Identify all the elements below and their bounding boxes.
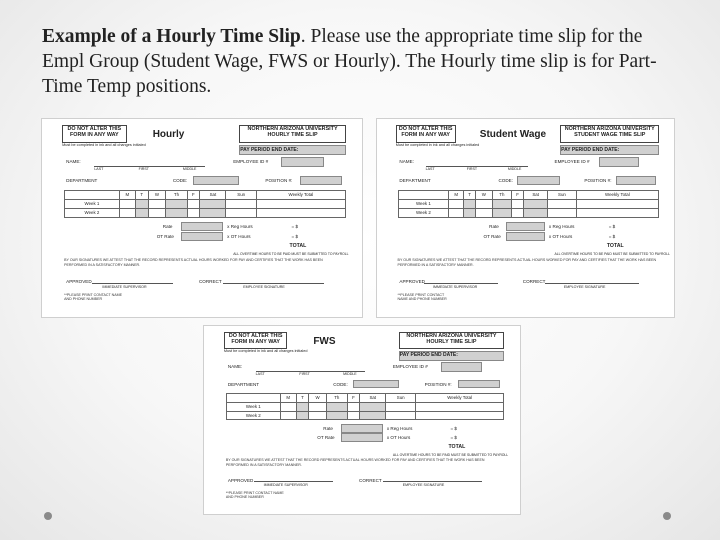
day-header: M: [280, 394, 296, 403]
hours-cell: [309, 411, 327, 420]
hours-cell: [256, 199, 345, 208]
hours-cell: Week 1: [226, 402, 280, 411]
equals-1: = $: [608, 224, 616, 230]
day-header: T: [464, 190, 476, 199]
ot-hours-label: x OT Hours: [227, 234, 251, 240]
rate-field: [506, 222, 545, 231]
contact-note: **PLEASE PRINT CONTACT NAME AND PHONE NUMBER: [397, 292, 447, 302]
day-header: F: [187, 190, 200, 199]
approved-label: APPROVED: [227, 477, 254, 483]
hours-cell: [309, 402, 327, 411]
bullet-left: [44, 512, 52, 520]
day-header: Weekly Total: [576, 190, 659, 199]
middle-label: MIDDLE: [507, 167, 522, 172]
position-field: [458, 380, 500, 389]
middle-label: MIDDLE: [182, 167, 197, 172]
correct-label: CORRECT: [198, 278, 222, 284]
first-label: FIRST: [138, 167, 149, 172]
rate-label: Rate: [489, 224, 499, 230]
approved-label: APPROVED: [66, 278, 92, 284]
must-complete-note: Must be completed in ink and all changes initialed: [395, 143, 480, 148]
last-label: LAST: [94, 167, 104, 172]
hourly-time-slip: [41, 118, 363, 318]
day-header: W: [309, 394, 327, 403]
hours-cell: [449, 199, 464, 208]
day-header: Th: [326, 394, 347, 403]
code-label: CODE:: [172, 177, 188, 183]
pay-period-field: PAY PERIOD END DATE:: [239, 145, 346, 155]
ot-hours-label: x OT Hours: [386, 435, 411, 441]
total-label: TOTAL: [448, 443, 466, 450]
day-header: W: [148, 190, 166, 199]
employee-id-field: [599, 157, 638, 167]
day-header: Sun: [548, 190, 576, 199]
hours-cell: [256, 208, 345, 217]
department-label: DEPARTMENT: [66, 177, 98, 183]
hours-cell: [166, 208, 187, 217]
day-header: Th: [166, 190, 187, 199]
heading-bold: Example of a Hourly Time Slip: [42, 26, 301, 47]
day-header: Sun: [386, 394, 416, 403]
slip-title: STUDENT WAGE TIME SLIP: [574, 132, 646, 139]
rate-field: [341, 424, 383, 433]
rate-field: [181, 222, 223, 231]
hours-cell: [548, 199, 576, 208]
day-header: Th: [492, 190, 512, 199]
hours-cell: [576, 208, 659, 217]
last-label: LAST: [425, 167, 435, 172]
heading-rest: . Please use the appropriate time slip for the Empl Group (Student Wage, FWS or Hourly). The Hourly time slip is for Part-Time Temp positions.: [42, 26, 657, 97]
employee-id-field: [441, 362, 483, 372]
day-header: Weekly Total: [256, 190, 345, 199]
hours-cell: Week 1: [65, 199, 120, 208]
first-label: FIRST: [466, 167, 478, 172]
overtime-note: ALL OVERTIME HOURS TO BE PAID MUST BE SUBMITTED TO PAYROLL: [392, 452, 509, 457]
code-field: [517, 176, 560, 185]
university-name: NORTHERN ARIZONA UNIVERSITY: [406, 332, 497, 339]
equals-1: = $: [291, 224, 299, 230]
correct-label: CORRECT: [522, 278, 546, 284]
hours-cell: [416, 411, 504, 420]
first-label: FIRST: [299, 372, 310, 377]
employee-id-label: EMPLOYEE ID #: [233, 159, 269, 165]
hours-cell: [576, 199, 659, 208]
hours-cell: [135, 199, 148, 208]
hours-cell: Week 2: [65, 208, 120, 217]
employee-signature-label: EMPLOYEE SIGNATURE: [243, 284, 285, 289]
day-header: Sun: [226, 190, 256, 199]
day-header: [398, 190, 449, 199]
bullet-right: [663, 512, 671, 520]
university-name: NORTHERN ARIZONA UNIVERSITY: [247, 126, 338, 133]
employee-signature-label: EMPLOYEE SIGNATURE: [563, 284, 606, 289]
reg-hours-label: x Reg Hours: [386, 425, 413, 431]
hours-cell: [512, 208, 524, 217]
hours-cell: [280, 402, 296, 411]
hours-cell: [464, 199, 476, 208]
equals-2: = $: [291, 234, 299, 240]
hours-table: [64, 190, 346, 218]
total-label: TOTAL: [289, 243, 307, 250]
employee-id-label: EMPLOYEE ID #: [392, 364, 428, 370]
hours-cell: [386, 402, 416, 411]
hours-cell: [360, 411, 386, 420]
hours-cell: [347, 411, 360, 420]
equals-2: = $: [450, 435, 457, 441]
total-label: TOTAL: [606, 243, 624, 250]
employee-signature-label: EMPLOYEE SIGNATURE: [402, 483, 445, 488]
position-field: [616, 176, 655, 185]
day-header: W: [476, 190, 493, 199]
hours-cell: [226, 199, 256, 208]
hours-cell: [296, 411, 309, 420]
attest-statement: BY OUR SIGNATURES WE ATTEST THAT THE RECORD REPRESENTS ACTUAL HOURS WORKED FOR PAY AND CERTIFIES THAT THE WORK HAS BEEN PERFORMED IN A SATISFACTORY MANNER.: [397, 258, 657, 267]
hours-cell: [449, 208, 464, 217]
approved-line: [424, 283, 499, 284]
attest-statement: BY OUR SIGNATURES WE ATTEST THAT THE RECORD REPRESENTS ACTUAL HOURS WORKED FOR PAY AND CERTIFIES THAT THE WORK HAS BEEN PERFORMED IN A SATISFACTORY MANNER.: [225, 458, 485, 467]
hours-cell: [119, 208, 135, 217]
hours-cell: [523, 199, 547, 208]
slip-type-label: Hourly: [152, 129, 185, 141]
hours-cell: [166, 199, 187, 208]
hours-table: [226, 393, 504, 420]
code-label: CODE:: [333, 381, 348, 387]
university-name: NORTHERN ARIZONA UNIVERSITY: [564, 126, 655, 133]
ot-hours-label: x OT Hours: [548, 234, 573, 240]
hours-cell: [512, 199, 524, 208]
day-header: M: [119, 190, 135, 199]
hours-cell: [200, 199, 226, 208]
fws-time-slip: [203, 325, 521, 515]
middle-label: MIDDLE: [343, 372, 357, 377]
supervisor-label: IMMEDIATE SUPERVISOR: [102, 284, 147, 289]
hours-cell: [548, 208, 576, 217]
day-header: [65, 190, 120, 199]
correct-line: [223, 283, 324, 284]
day-header: Sat: [523, 190, 547, 199]
slip-type-label: FWS: [313, 335, 336, 347]
university-box: [399, 332, 504, 349]
reg-hours-label: x Reg Hours: [548, 224, 575, 230]
name-label: NAME:: [227, 364, 243, 370]
hours-cell: [226, 208, 256, 217]
hours-cell: [326, 411, 347, 420]
hours-cell: [119, 199, 135, 208]
approved-line: [254, 481, 334, 482]
hours-cell: [360, 402, 386, 411]
position-label: POSITION #:: [265, 177, 293, 183]
hours-cell: [148, 199, 166, 208]
position-label: POSITION #:: [424, 381, 452, 387]
approved-line: [92, 283, 173, 284]
ot-rate-label: OT Rate: [156, 234, 174, 240]
university-box: [560, 125, 659, 143]
hours-cell: [464, 208, 476, 217]
day-header: [226, 394, 280, 403]
hours-cell: [476, 199, 493, 208]
do-not-alter-box: DO NOT ALTER THIS FORM IN ANY WAY: [396, 125, 456, 143]
hours-cell: [416, 402, 504, 411]
approved-label: APPROVED: [399, 278, 425, 284]
day-header: Sat: [360, 394, 386, 403]
hours-cell: [148, 208, 166, 217]
ot-rate-field: [181, 232, 223, 241]
supervisor-label: IMMEDIATE SUPERVISOR: [263, 483, 308, 488]
equals-1: = $: [450, 425, 457, 431]
day-header: F: [347, 394, 360, 403]
contact-note: **PLEASE PRINT CONTACT NAME AND PHONE NUMBER: [225, 491, 284, 500]
must-complete-note: Must be completed in ink and all changes initialed: [62, 143, 146, 148]
day-header: Sat: [200, 190, 226, 199]
day-header: F: [512, 190, 524, 199]
ot-rate-label: OT Rate: [317, 435, 335, 441]
last-label: LAST: [255, 372, 265, 377]
must-complete-note: Must be completed in ink and all changes initialed: [223, 349, 308, 354]
employee-id-field: [281, 157, 323, 167]
hours-cell: [200, 208, 226, 217]
equals-2: = $: [608, 234, 616, 240]
slip-title: HOURLY TIME SLIP: [267, 132, 318, 139]
code-field: [353, 380, 399, 389]
hours-cell: [135, 208, 148, 217]
department-label: DEPARTMENT: [227, 381, 260, 387]
ot-rate-label: OT Rate: [483, 234, 501, 240]
slip-title: HOURLY TIME SLIP: [426, 338, 477, 345]
correct-line: [383, 481, 482, 482]
overtime-note: ALL OVERTIME HOURS TO BE PAID MUST BE SUBMITTED TO PAYROLL: [554, 252, 670, 257]
contact-note: **PLEASE PRINT CONTACT NAME AND PHONE NUMBER: [64, 292, 123, 302]
employee-id-label: EMPLOYEE ID #: [554, 159, 590, 165]
pay-period-field: PAY PERIOD END DATE:: [399, 351, 504, 361]
hours-cell: [187, 199, 200, 208]
student-wage-time-slip: [376, 118, 675, 318]
day-header: T: [135, 190, 148, 199]
department-label: DEPARTMENT: [399, 177, 431, 183]
university-box: [239, 125, 346, 143]
position-field: [300, 176, 342, 185]
slide-heading: [42, 24, 682, 99]
hours-cell: [492, 208, 512, 217]
rate-label: Rate: [323, 425, 333, 431]
code-field: [193, 176, 239, 185]
hours-cell: [492, 199, 512, 208]
code-label: CODE:: [498, 177, 514, 183]
hours-cell: [476, 208, 493, 217]
hours-cell: Week 2: [398, 208, 449, 217]
hours-cell: [296, 402, 309, 411]
hours-cell: [386, 411, 416, 420]
attest-statement: BY OUR SIGNATURES WE ATTEST THAT THE RECORD REPRESENTS ACTUAL HOURS WORKED FOR PAY AND CERTIFIES THAT THE WORK HAS BEEN PERFORMED IN A SATISFACTORY MANNER.: [64, 258, 323, 267]
slip-type-label: Student Wage: [479, 129, 547, 141]
day-header: T: [296, 394, 309, 403]
hours-cell: [187, 208, 200, 217]
supervisor-label: IMMEDIATE SUPERVISOR: [433, 284, 478, 289]
name-label: NAME:: [66, 159, 81, 165]
ot-rate-field: [341, 433, 383, 442]
name-label: NAME:: [399, 159, 414, 165]
ot-rate-field: [506, 232, 545, 241]
do-not-alter-box: DO NOT ALTER THIS FORM IN ANY WAY: [224, 332, 288, 349]
pay-period-field: PAY PERIOD END DATE:: [560, 145, 659, 155]
reg-hours-label: x Reg Hours: [227, 224, 253, 230]
hours-cell: [347, 402, 360, 411]
correct-label: CORRECT: [359, 477, 382, 483]
hours-cell: [523, 208, 547, 217]
day-header: Weekly Total: [416, 394, 504, 403]
correct-line: [545, 283, 638, 284]
day-header: M: [449, 190, 464, 199]
overtime-note: ALL OVERTIME HOURS TO BE PAID MUST BE SUBMITTED TO PAYROLL: [233, 252, 349, 257]
rate-label: Rate: [162, 224, 173, 230]
hours-cell: [326, 402, 347, 411]
hours-cell: Week 1: [398, 199, 449, 208]
do-not-alter-box: DO NOT ALTER THIS FORM IN ANY WAY: [62, 125, 126, 143]
position-label: POSITION #:: [584, 177, 612, 183]
hours-table: [398, 190, 660, 218]
hours-cell: Week 2: [226, 411, 280, 420]
hours-cell: [280, 411, 296, 420]
